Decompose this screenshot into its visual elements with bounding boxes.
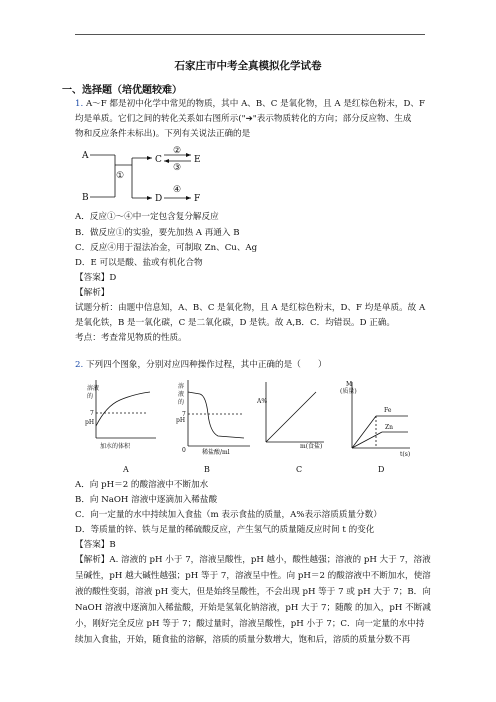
graph-a-ylabel-3: pH <box>85 419 95 426</box>
reaction-3-label: ③ <box>173 163 182 173</box>
header-rule <box>75 34 425 35</box>
q2-option-d: D．等质量的锌、铁与足量的稀硫酸反应，产生氢气的质量随反应时间 t 的变化 <box>75 525 375 535</box>
graph-b-ylabel-4: pH <box>176 417 186 424</box>
q2-analysis-line4: NaOH 溶液中逐滴加入稀盐酸，开始是氢氧化钠溶液，pH 大于 7；随酸 的加入，pH 不断减 <box>75 603 431 613</box>
reaction-1-label: ① <box>116 171 125 181</box>
graph-d-xlabel: t(s) <box>400 451 411 458</box>
q2-answer: 【答案】B <box>75 540 116 550</box>
q2-option-c: C．向一定量的水中持续加入食盐（m 表示食盐的质量，A%表示溶质质量分数） <box>75 510 382 520</box>
graph-b-ylabel-1: 溶 <box>178 383 185 390</box>
q2-analysis-line5: 小，刚好完全反应 pH 等于 7；酸过量时，溶液呈酸性，pH 小于 7；C．向一定量的水中持 <box>75 619 425 629</box>
node-b: B <box>82 193 89 203</box>
q2-analysis-line3: 液的酸性变弱，溶液 pH 变大，但是始终呈酸性，不会出现 pH 等于 7 或 pH 大于 7；B．向 <box>75 587 431 597</box>
q1-option-a: A．反应①～④中一定包含复分解反应 <box>75 212 219 222</box>
q1-analysis-label: 【解析】 <box>75 288 110 298</box>
graph-d-ylabel-2: (质量) <box>340 388 357 395</box>
reaction-2-label: ② <box>173 146 182 156</box>
page-title: 石家庄市中考全真模拟化学试卷 <box>174 60 322 72</box>
section-heading: 一、选择题（培优题较难） <box>62 85 182 96</box>
graph-b-tick: 7 <box>182 411 186 418</box>
graph-d-zn-label: Zn <box>385 424 394 431</box>
q1-option-b: B．做反应①的实验，要先加热 A 再通入 B <box>75 228 240 238</box>
graph-b-caption: B <box>204 465 210 474</box>
q2-number: 2. <box>75 360 84 370</box>
q1-stem-line2: 均是单质。它们之间的转化关系如右图所示("➔"表示物质转化的方向；部分反应物、生成 <box>75 114 412 124</box>
q1-answer: 【答案】D <box>75 273 117 283</box>
node-e: E <box>194 155 201 165</box>
graph-d-caption: D <box>378 465 385 474</box>
graph-b-ylabel-2: 液 <box>178 391 185 398</box>
q2-option-a: A．向 pH＝2 的酸溶液中不断加水 <box>75 480 209 490</box>
graph-b-origin: 0 <box>182 447 186 454</box>
q1-stem-line3: 物和反应条件未标出)。下列有关说法正确的是 <box>75 129 251 139</box>
graph-d-ylabel-1: M <box>346 381 353 388</box>
node-a: A <box>82 151 89 161</box>
graph-c-caption: C <box>296 465 303 474</box>
graph-b-ylabel-3: 的 <box>178 399 185 406</box>
q1-option-d: D．E 可以是酸、盐或有机化合物 <box>75 258 203 268</box>
q1-point: 考点：考查常见物质的性质。 <box>75 333 187 343</box>
reaction-4-label: ④ <box>173 185 182 195</box>
q2-stem: 2. 下列四个图象，分别对应四种操作过程，其中正确的是（ ） <box>75 360 327 370</box>
q2-graphs <box>78 376 418 476</box>
graph-a-ylabel-2: 的 <box>87 393 94 400</box>
graph-a-caption: A <box>123 465 129 474</box>
graph-a-ylabel-1: 溶液 <box>87 385 100 392</box>
q1-stem-line1: 1. A～F 都是初中化学中常见的物质，其中 A、B、C 是氧化物，且 A 是红棕色粉末，D、F <box>75 99 425 109</box>
graph-c-ylabel: A% <box>257 398 268 405</box>
q2-analysis-line2: 呈碱性，pH 越大碱性越强；pH 等于 7，溶液呈中性。向 pH＝2 的酸溶液中不断加水，使溶 <box>75 571 431 581</box>
graph-a-xlabel: 加水的体积 <box>100 443 131 450</box>
node-d: D <box>155 194 163 204</box>
node-c: C <box>155 155 162 165</box>
graph-c-xlabel: m(食盐) <box>300 443 323 450</box>
q2-analysis-line6: 续加入食盐，开始，随食盐的溶解，溶质的质量分数增大，饱和后，溶质的质量分数不再 <box>75 635 411 645</box>
q1-number: 1. <box>75 99 84 109</box>
graph-a-tick: 7 <box>90 410 94 417</box>
q2-analysis-line1: 【解析】A. 溶液的 pH 小于 7，溶液呈酸性，pH 越小，酸性越强；溶液的 pH 大于 7，溶液 <box>75 555 431 565</box>
q1-option-c: C．反应④用于湿法冶金，可制取 Zn、Cu、Ag <box>75 243 258 253</box>
q2-option-b: B．向 NaOH 溶液中逐滴加入稀盐酸 <box>75 495 218 505</box>
q1-transformation-diagram <box>80 143 230 205</box>
q1-analysis-line2: 是氧化铁，B 是一氧化碳，C 是二氧化碳，D 是铁。故 A,B．C．均错误。D 正确。 <box>75 318 395 328</box>
q1-analysis-line1: 试题分析：由题中信息知，A、B、C 是氧化物，且 A 是红棕色粉末，D、F 均是单质。故 A <box>75 303 426 313</box>
graph-d-fe-label: Fe <box>384 407 392 414</box>
node-f: F <box>194 194 201 204</box>
graph-b-xlabel: 稀盐酸/ml <box>202 449 230 456</box>
